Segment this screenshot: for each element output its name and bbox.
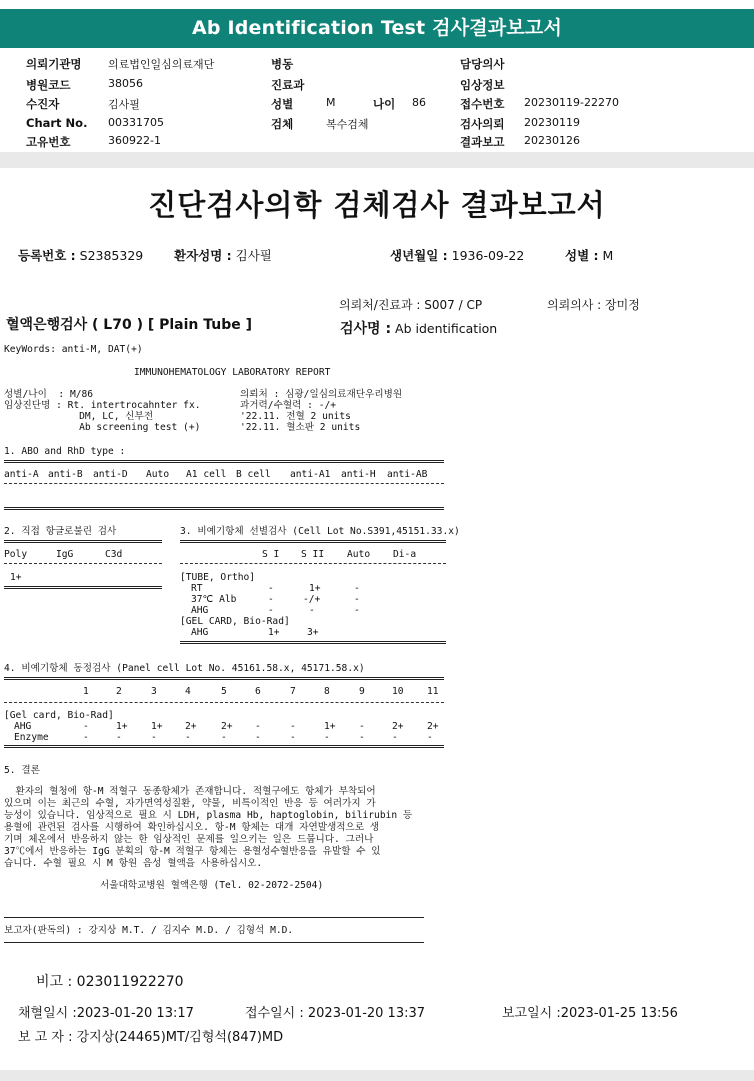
sex xyxy=(565,246,613,264)
panel-cell: - xyxy=(359,732,365,743)
panel-cell: - xyxy=(255,732,261,743)
table-rule xyxy=(180,540,446,543)
patient-block-line: 임상진단명 : Rt. intertrocahnter fx. xyxy=(4,400,201,411)
requesting-doctor: 의뢰의사 : 장미정 xyxy=(547,298,640,312)
conclusion-line: 능성이 있습니다. 임상적으로 필요 시 LDH, plasma Hb, haptoglobin, bilirubin 등 xyxy=(4,810,413,821)
table-rule xyxy=(4,460,444,463)
panel-column-number: 10 xyxy=(392,686,404,697)
table-rule xyxy=(180,563,446,564)
table-rule xyxy=(4,540,162,543)
screen-header: S II xyxy=(301,549,325,560)
screen-cell: 1+ xyxy=(268,627,280,638)
panel-cell: - xyxy=(255,721,261,732)
screen-header: Di-a xyxy=(393,549,417,560)
collected-datetime: 채혈일시 :2023-01-20 13:17 xyxy=(18,1006,194,1021)
screen-cell: 1+ xyxy=(309,583,321,594)
info-label: 나이 xyxy=(373,97,396,111)
abo-header: Auto xyxy=(146,469,170,480)
abo-header: anti-AB xyxy=(387,469,428,480)
conclusion-line: 용혈에 관련된 검사를 시행하여 확인하십시오. 항-M 항체는 대개 자연발생적으로 생 xyxy=(4,822,380,833)
date-of-birth xyxy=(390,246,524,264)
report-banner-title: Ab Identification Test 검사결과보고서 xyxy=(0,9,754,48)
info-grid xyxy=(0,52,754,150)
panel-cell: 2+ xyxy=(185,721,197,732)
table-rule xyxy=(4,586,162,589)
table-rule xyxy=(4,702,444,703)
screen-section-title: 3. 비예기항체 선별검사 (Cell Lot No.S391,45151.33.x) xyxy=(180,526,460,537)
patient-value: 김사필 xyxy=(235,248,272,263)
screen-cell: - xyxy=(354,594,360,605)
table-rule xyxy=(4,677,444,680)
panel-column-number: 4 xyxy=(185,686,191,697)
panel-cell: - xyxy=(324,732,330,743)
abo-header: anti-D xyxy=(93,469,128,480)
table-rule xyxy=(4,563,162,564)
report-title: 진단검사의학 검체검사 결과보고서 xyxy=(148,188,606,222)
panel-column-number: 7 xyxy=(290,686,296,697)
dat-header: IgG xyxy=(56,549,74,560)
info-value: 20230119 xyxy=(524,116,580,129)
panel-cell: - xyxy=(83,721,89,732)
info-value: 86 xyxy=(412,96,426,109)
screen-cell: - xyxy=(354,605,360,616)
screen-cell: - xyxy=(268,594,274,605)
sex-value: M xyxy=(602,248,614,263)
registration-number xyxy=(18,246,143,264)
patient-block-line: '22.11. 전혈 2 units xyxy=(240,411,351,422)
abo-header: anti-H xyxy=(341,469,376,480)
test-name xyxy=(340,318,497,338)
panel-column-number: 5 xyxy=(221,686,227,697)
info-value: 김사필 xyxy=(108,98,140,111)
panel-column-number: 1 xyxy=(83,686,89,697)
remark-value: 023011922270 xyxy=(76,974,184,990)
reg-label: 등록번호 : xyxy=(18,248,76,263)
patient-name xyxy=(174,246,272,264)
abo-header: anti-A xyxy=(4,469,39,480)
abo-header: anti-B xyxy=(48,469,83,480)
abo-section-title: 1. ABO and RhD type : xyxy=(4,446,126,457)
panel-column-number: 9 xyxy=(359,686,365,697)
patient-block-line: 과거력/수혈력 : -/+ xyxy=(240,400,337,411)
info-value: M xyxy=(326,96,336,109)
info-label: 결과보고 xyxy=(460,135,505,149)
info-label: 고유번호 xyxy=(26,135,71,149)
dat-section-title: 2. 직접 항글로불린 검사 xyxy=(4,526,117,537)
dat-header: C3d xyxy=(105,549,123,560)
dob-label: 생년월일 : xyxy=(390,248,448,263)
conclusion-line: 습니다. 수혈 필요 시 M 항원 음성 혈액을 사용하십시오. xyxy=(4,858,263,869)
panel-column-number: 11 xyxy=(427,686,439,697)
screen-cell: - xyxy=(268,583,274,594)
test-value: Ab identification xyxy=(395,321,498,336)
panel-cell: - xyxy=(185,732,191,743)
table-rule xyxy=(4,507,444,510)
panel-cell: - xyxy=(221,732,227,743)
info-label: 의뢰기관명 xyxy=(26,57,82,71)
reporter2-value: 강지상(24465)MT/김형석(847)MD xyxy=(76,1030,284,1045)
screen-row-label: AHG xyxy=(191,605,209,616)
panel-cell: 2+ xyxy=(427,721,439,732)
info-label: 임상정보 xyxy=(460,78,505,92)
patient-block-line: 성별/나이 : M/86 xyxy=(4,389,94,400)
reporter-signature xyxy=(18,1026,283,1045)
conclusion-line: 환자의 혈청에 항-M 적혈구 동종항체가 존재합니다. 적혈구에도 항체가 부착되어 xyxy=(4,786,376,797)
panel-cell: - xyxy=(427,732,433,743)
panel-cell: - xyxy=(359,721,365,732)
abo-header: anti-A1 xyxy=(290,469,331,480)
reported-datetime: 보고일시 :2023-01-25 13:56 xyxy=(502,1006,678,1021)
screen-header: S I xyxy=(262,549,280,560)
sex-label: 성별 : xyxy=(565,248,599,263)
screen-row-label: RT xyxy=(191,583,203,594)
test-label: 검사명 : xyxy=(340,321,392,337)
screen-cell: - xyxy=(309,605,315,616)
screen-row-label: [TUBE, Ortho] xyxy=(180,572,256,583)
panel-column-number: 3 xyxy=(151,686,157,697)
screen-row-label: AHG xyxy=(191,627,209,638)
info-label: 검사의뢰 xyxy=(460,117,505,131)
panel-row-label: Enzyme xyxy=(14,732,49,743)
reporter2-label: 보 고 자 : xyxy=(18,1030,73,1045)
panel-cell: 2+ xyxy=(221,721,233,732)
page-bottom xyxy=(0,1070,754,1081)
panel-cell: - xyxy=(83,732,89,743)
patient-label: 환자성명 : xyxy=(174,248,232,263)
info-label: 진료과 xyxy=(271,78,305,92)
panel-cell: 2+ xyxy=(392,721,404,732)
dob-value: 1936-09-22 xyxy=(451,248,525,263)
panel-cell: - xyxy=(151,732,157,743)
patient-block-line: 의뢰처 : 심광/일심의료재단우리병원 xyxy=(240,389,403,400)
patient-block-line: '22.11. 혈소판 2 units xyxy=(240,422,361,433)
reg-value: S2385329 xyxy=(79,248,144,263)
panel-method: [Gel card, Bio-Rad] xyxy=(4,710,114,721)
table-rule xyxy=(4,942,424,943)
dat-header: Poly xyxy=(4,549,28,560)
panel-column-number: 2 xyxy=(116,686,122,697)
table-rule xyxy=(4,917,424,918)
panel-cell: 1+ xyxy=(116,721,128,732)
info-label: 병동 xyxy=(271,57,294,71)
screen-row-label: [GEL CARD, Bio-Rad] xyxy=(180,616,290,627)
remark xyxy=(36,971,184,991)
panel-column-number: 6 xyxy=(255,686,261,697)
received-datetime: 접수일시 : 2023-01-20 13:37 xyxy=(245,1006,426,1021)
panel-cell: - xyxy=(116,732,122,743)
hospital-contact: 서울대학교병원 혈액은행 (Tel. 02-2072-2504) xyxy=(100,880,324,891)
keywords: KeyWords: anti-M, DAT(+) xyxy=(4,344,143,355)
info-value: 복수검체 xyxy=(326,118,369,131)
panel-row-label: AHG xyxy=(14,721,32,732)
abo-header: B cell xyxy=(236,469,271,480)
info-label: 검체 xyxy=(271,117,294,131)
info-value: 의료법인일심의료재단 xyxy=(108,58,215,71)
table-rule xyxy=(4,483,444,484)
reporter: 보고자(판독의) : 강지상 M.T. / 김지수 M.D. / 김형석 M.D. xyxy=(4,925,294,936)
screen-row-label: 37℃ Alb xyxy=(191,594,237,605)
abo-header: A1 cell xyxy=(186,469,227,480)
panel-section-title: 4. 비예기항체 동정검사 (Panel cell Lot No. 45161.58.x, 45171.58.x) xyxy=(4,663,365,674)
info-value: 00331705 xyxy=(108,116,164,129)
conclusion-line: 있으며 이는 최근의 수혈, 자가면역성질환, 약물, 비특이적인 반응 등 여러가지 가 xyxy=(4,798,376,809)
table-rule xyxy=(180,641,446,644)
info-label: 접수번호 xyxy=(460,97,505,111)
lab-report-title: IMMUNOHEMATOLOGY LABORATORY REPORT xyxy=(134,367,331,378)
panel-cell: - xyxy=(290,721,296,732)
requesting-dept: 의뢰처/진료과 : S007 / CP xyxy=(339,298,483,312)
screen-header: Auto xyxy=(347,549,371,560)
exam-name: 혈액은행검사 ( L70 ) [ Plain Tube ] xyxy=(6,317,253,333)
info-label: 담당의사 xyxy=(460,57,505,71)
dat-value: 1+ xyxy=(10,572,22,583)
conclusion-line: 37℃에서 반응하는 IgG 분획의 항-M 적혈구 항체는 용혈성수혈반응을 유발할 수 있 xyxy=(4,846,381,857)
info-value: 20230126 xyxy=(524,134,580,147)
screen-cell: - xyxy=(354,583,360,594)
patient-block-line: DM, LC, 신부전 xyxy=(4,411,154,422)
panel-cell: 1+ xyxy=(324,721,336,732)
table-rule xyxy=(4,745,444,748)
panel-cell: - xyxy=(392,732,398,743)
panel-cell: - xyxy=(290,732,296,743)
screen-cell: - xyxy=(268,605,274,616)
screen-cell: -/+ xyxy=(303,594,321,605)
info-value: 20230119-22270 xyxy=(524,96,619,109)
info-value: 360922-1 xyxy=(108,134,161,147)
info-label: 성별 xyxy=(271,97,294,111)
panel-cell: 1+ xyxy=(151,721,163,732)
info-label: 수진자 xyxy=(26,97,60,111)
info-label: 병원코드 xyxy=(26,78,71,92)
screen-cell: 3+ xyxy=(307,627,319,638)
conclusion-line: 기며 체온에서 반응하지 않는 한 임상적인 문제를 일으키는 일은 드뭅니다. 그러나 xyxy=(4,834,374,845)
panel-column-number: 8 xyxy=(324,686,330,697)
remark-label: 비고 : xyxy=(36,974,73,990)
info-value: 38056 xyxy=(108,77,143,90)
info-label: Chart No. xyxy=(26,116,88,130)
section-divider xyxy=(0,152,754,168)
patient-block-line: Ab screening test (+) xyxy=(4,422,201,433)
conclusion-title: 5. 결론 xyxy=(4,765,40,776)
